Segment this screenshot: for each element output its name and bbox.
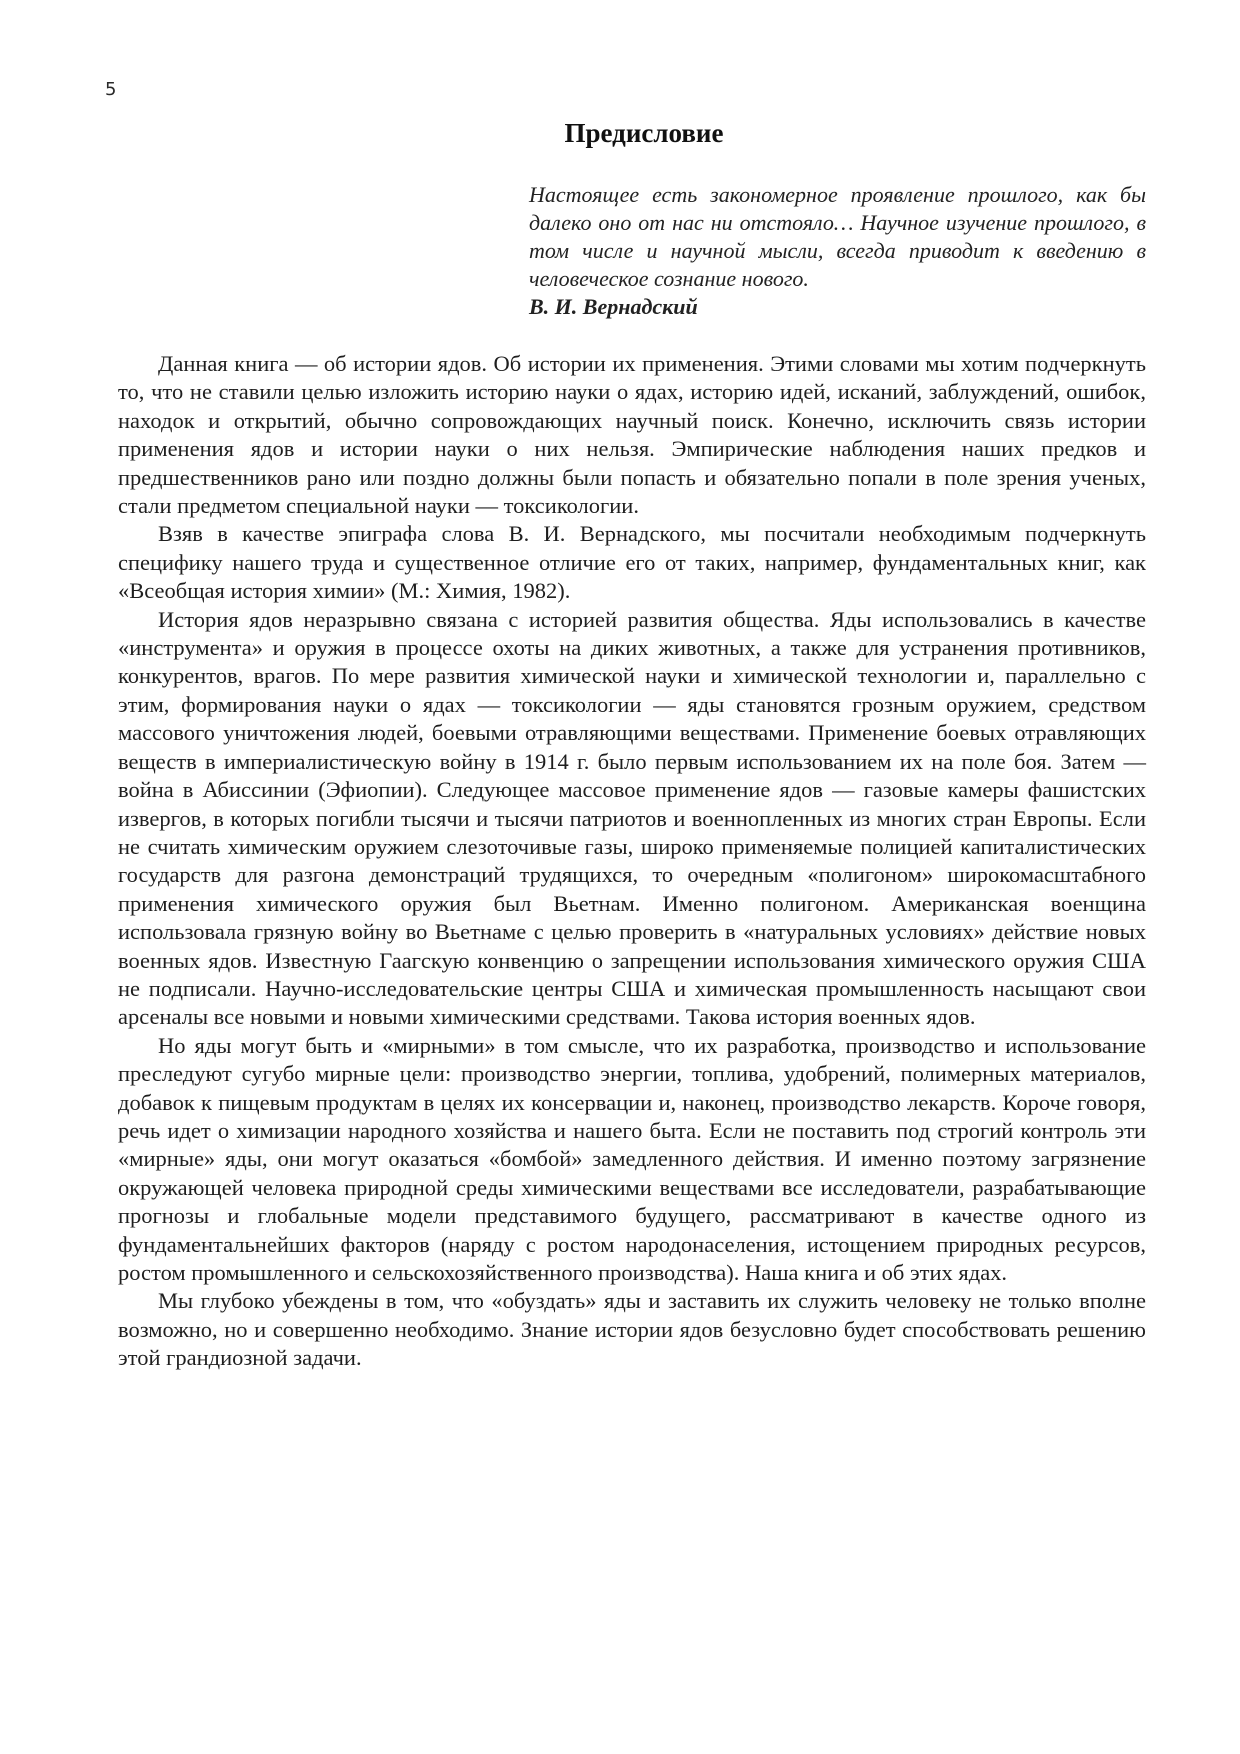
epigraph-text: Настоящее есть закономерное проявление прошлого, как бы далеко оно от нас ни отстояло… Научное изучение прошлого, в том числе и научной мысли, всегда приводит к введению в человеческое сознание нового.: [529, 182, 1146, 291]
epigraph: [529, 181, 1146, 321]
paragraph: Данная книга — об истории ядов. Об истории их применения. Этими словами мы хотим подчеркнуть то, что не ставили целью изложить историю науки о ядах, историю идей, исканий, заблуждений, ошибок, находок и открытий, обычно сопровождающих научный поиск. Конечно, исключить связь истории применения ядов и истории науки о них нельзя. Эмпирические наблюдения наших предков и предшественников рано или поздно должны были попасть и обязательно попали в поле зрения ученых, стали предметом специальной науки — токсикологии.: [118, 351, 1146, 519]
page-title: Предисловие: [564, 118, 724, 148]
body-text: [118, 350, 1146, 1373]
page-number: 5: [105, 79, 117, 100]
epigraph-author: В. И. Вернадский: [529, 294, 698, 319]
paragraph: Но яды могут быть и «мирными» в том смысле, что их разработка, производство и использование преследуют сугубо мирные цели: производство энергии, топлива, удобрений, полимерных материалов, добавок к пищевым продуктам в целях их консервации и, наконец, производство лекарств. Короче говоря, речь идет о химизации народного хозяйства и нашего быта. Если не поставить под строгий контроль эти «мирные» яды, они могут оказаться «бомбой» замедленного действия. И именно поэтому загрязнение окружающей человека природной среды химическими веществами все исследователи, разрабатывающие прогнозы и глобальные модели представимого будущего, рассматривают в качестве одного из фундаментальнейших факторов (наряду с ростом народонаселения, истощением природных ресурсов, ростом промышленного и сельскохозяйственного производства). Наша книга и об этих ядах.: [118, 1032, 1146, 1285]
paragraph: История ядов неразрывно связана с историей развития общества. Яды использовались в качестве «инструмента» и оружия в процессе охоты на диких животных, а также для устранения противников, конкурентов, врагов. По мере развития химической науки и химической технологии и, параллельно с этим, формирования науки о ядах — токсикологии — яды становятся грозным оружием, средством массового уничтожения людей, боевыми отравляющими веществами. Применение боевых отравляющих веществ в империалистическую войну в 1914 г. было первым использованием их на поле боя. Затем — война в Абиссинии (Эфиопии). Следующее массовое применение ядов — газовые камеры фашистских извергов, в которых погибли тысячи и тысячи патриотов и военнопленных из многих стран Европы. Если не считать химическим оружием слезоточивые газы, широко применяемые полицией капиталистических государств для разгона демонстраций трудящихся, то очередным «полигоном» широкомасштабного применения химического оружия был Вьетнам. Именно полигоном. Американская военщина использовала грязную войну во Вьетнаме с целью проверить в «натуральных условиях» действие новых военных ядов. Известную Гаагскую конвенцию о запрещении использования химического оружия США не подписали. Научно-исследовательские центры США и химическая промышленность насыщают свои арсеналы все новыми и новыми химическими средствами. Такова история военных ядов.: [118, 606, 1146, 1030]
paragraph: Взяв в качестве эпиграфа слова В. И. Вернадского, мы посчитали необходимым подчеркнуть специфику нашего труда и существенное отличие его от таких, например, фундаментальных книг, как «Всеобщая история химии» (М.: Химия, 1982).: [118, 521, 1146, 604]
paragraph: Мы глубоко убеждены в том, что «обуздать» яды и заставить их служить человеку не только вполне возможно, но и совершенно необходимо. Знание истории ядов безусловно будет способствовать решению этой грандиозной задачи.: [118, 1288, 1146, 1371]
